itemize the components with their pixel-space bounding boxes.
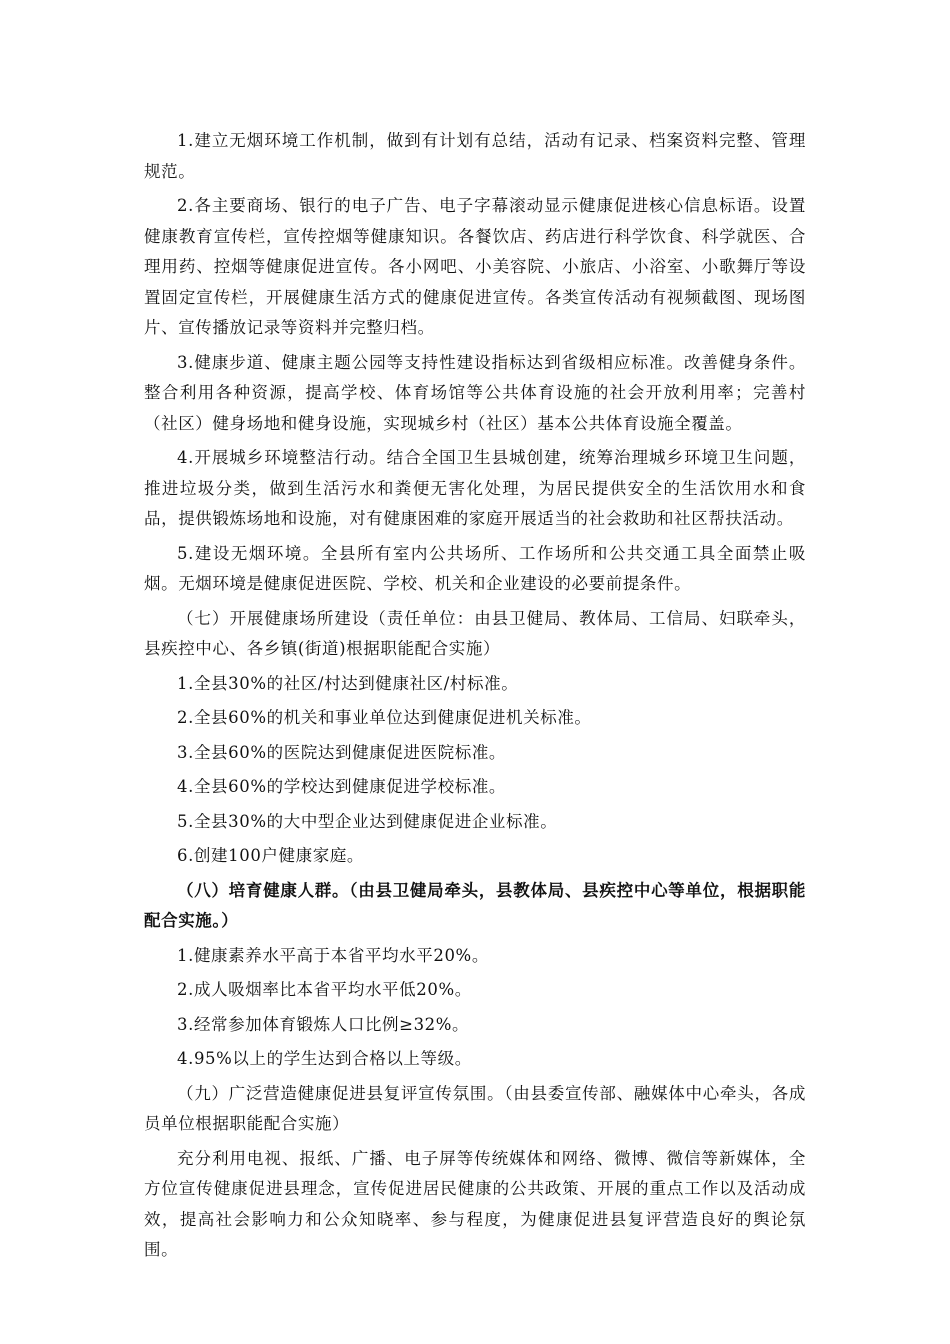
section-9-heading: （九）广泛营造健康促进县复评宣传氛围。（由县委宣传部、融媒体中心牵头，各成员单位根据职能配合实施） (144, 1083, 806, 1133)
item-fitness-facilities: 3.健康步道、健康主题公园等支持性建设指标达到省级相应标准。改善健身条件。整合利用各种资源，提高学校、体育场馆等公共体育设施的社会开放利用率；完善村（社区）健身场地和健身设施，实现城乡村（社区）基本公共体育设施全覆盖。 (144, 352, 806, 433)
section-7-item-2: 2.全县60%的机关和事业单位达到健康促进机关标准。 (177, 708, 592, 727)
section-7-item-6: 6.创建100户健康家庭。 (177, 846, 365, 865)
section-7-item-1: 1.全县30%的社区/村达到健康社区/村标准。 (177, 673, 519, 693)
item-environment-cleanup: 4.开展城乡环境整洁行动。结合全国卫生县城创建，统筹治理城乡环境卫生问题，推进垃圾分类，做到生活污水和粪便无害化处理，为居民提供安全的生活饮用水和食品，提供锻炼场地和设施，对有健康困难的家庭开展适当的社会救助和社区帮扶活动。 (144, 448, 806, 528)
section-8-item-2: 2.成人吸烟率比本省平均水平低20%。 (177, 980, 472, 999)
section-8-item-1: 1.健康素养水平高于本省平均水平20%。 (177, 945, 489, 965)
section-8-item-4: 4.95%以上的学生达到合格以上等级。 (177, 1049, 472, 1068)
section-8-item-3: 3.经常参加体育锻炼人口比例≥32%。 (177, 1014, 470, 1034)
document-body (144, 126, 806, 1270)
item-no-smoking-mechanism: 1.建立无烟环境工作机制，做到有计划有总结，活动有记录、档案资料完整、管理规范。 (144, 131, 806, 181)
section-7-item-3: 3.全县60%的医院达到健康促进医院标准。 (177, 742, 507, 762)
item-publicity-venues: 2.各主要商场、银行的电子广告、电子字幕滚动显示健康促进核心信息标语。设置健康教育宣传栏，宣传控烟等健康知识。各餐饮店、药店进行科学饮食、科学就医、合理用药、控烟等健康促进宣传。各小网吧、小美容院、小旅店、小浴室、小歌舞厅等设置固定宣传栏，开展健康生活方式的健康促进宣传。各类宣传活动有视频截图、现场图片、宣传播放记录等资料并完整归档。 (144, 196, 806, 337)
section-7-item-5: 5.全县30%的大中型企业达到健康促进企业标准。 (177, 811, 558, 831)
section-9-body: 充分利用电视、报纸、广播、电子屏等传统媒体和网络、微博、微信等新媒体，全方位宣传健康促进县理念，宣传促进居民健康的公共政策、开展的重点工作以及活动成效，提高社会影响力和公众知晓率、参与程度，为健康促进县复评营造良好的舆论氛围。 (144, 1148, 806, 1259)
section-7-item-4: 4.全县60%的学校达到健康促进学校标准。 (177, 777, 507, 796)
section-8-heading: （八）培育健康人群。（由县卫健局牵头，县教体局、县疾控中心等单位，根据职能配合实施。） (144, 880, 806, 930)
section-7-heading: （七）开展健康场所建设（责任单位：由县卫健局、教体局、工信局、妇联牵头，县疾控中心、各乡镇(街道)根据职能配合实施） (144, 608, 806, 658)
item-smoke-free-environment: 5.建设无烟环境。全县所有室内公共场所、工作场所和公共交通工具全面禁止吸烟。无烟环境是健康促进医院、学校、机关和企业建设的必要前提条件。 (144, 543, 806, 593)
